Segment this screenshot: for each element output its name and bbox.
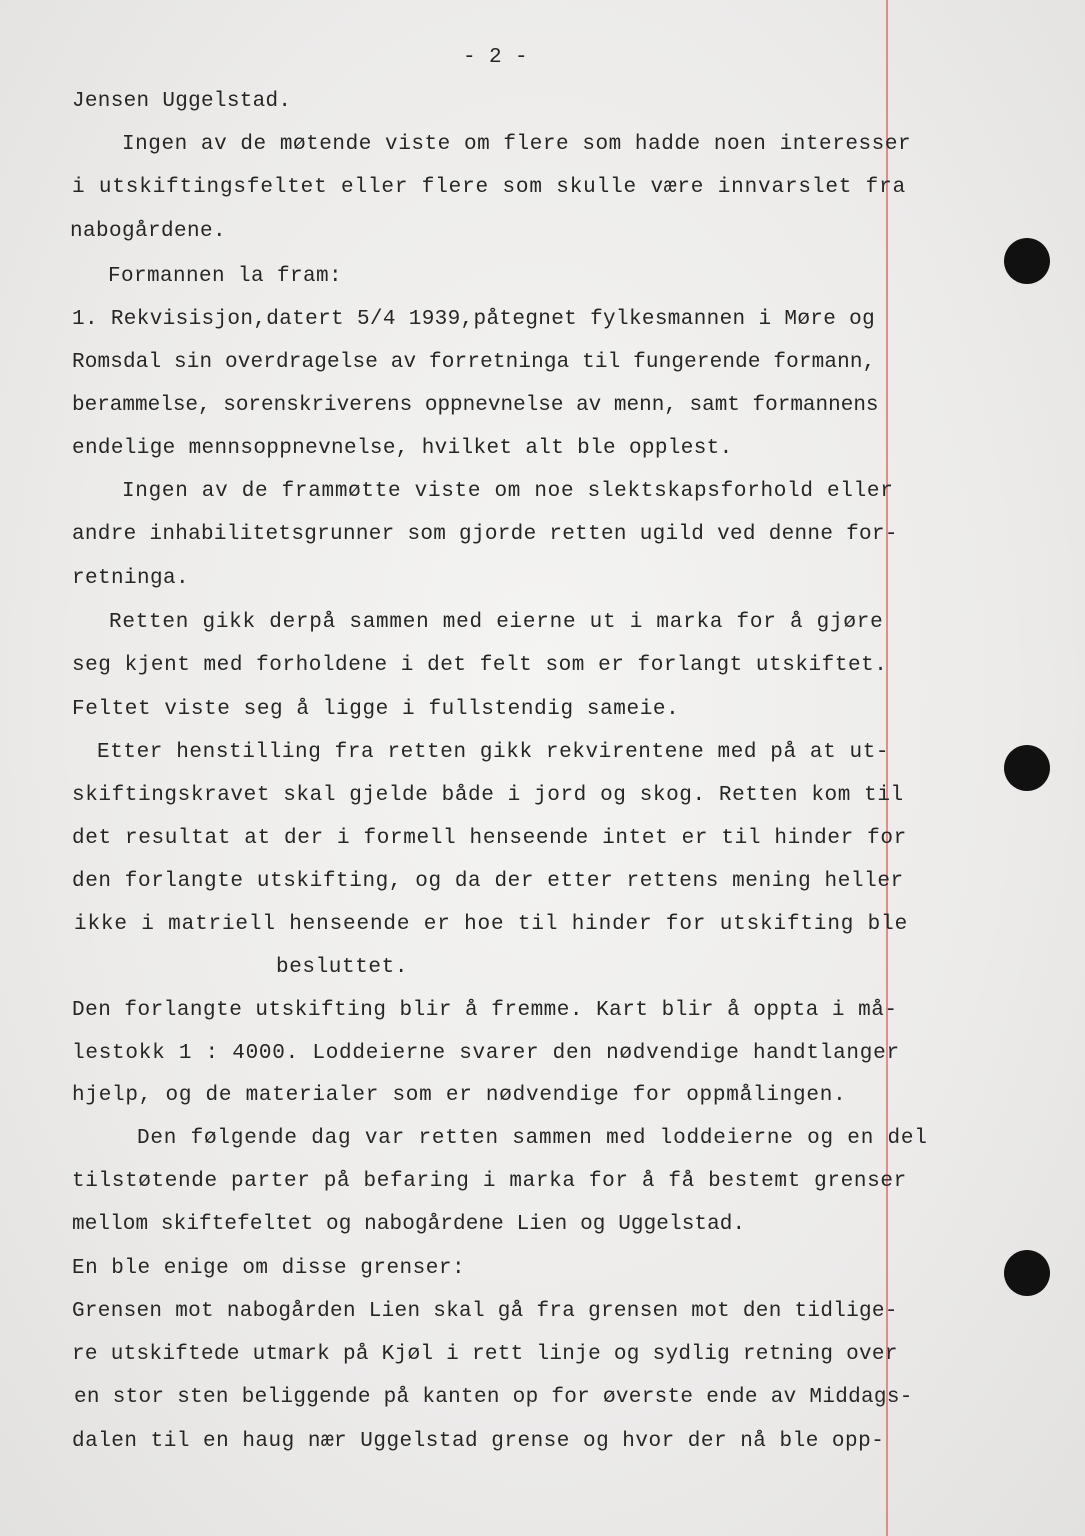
text-line: andre inhabilitetsgrunner som gjorde retten ugild ved denne for- <box>72 523 898 546</box>
text-line: Feltet viste seg å ligge i fullstendig sameie. <box>72 698 680 721</box>
text-line: Ingen av de frammøtte viste om noe slektskapsforhold eller <box>122 480 894 503</box>
text-line: tilstøtende parter på befaring i marka for å få bestemt grenser <box>72 1170 907 1193</box>
text-line: Retten gikk derpå sammen med eierne ut i marka for å gjøre <box>109 611 884 634</box>
text-line: dalen til en haug nær Uggelstad grense og hvor der nå ble opp- <box>72 1430 885 1453</box>
text-line: besluttet. <box>276 956 409 979</box>
text-line: det resultat at der i formell henseende intet er til hinder for <box>72 827 907 850</box>
text-line: en stor sten beliggende på kanten op for øverste ende av Middags- <box>74 1386 913 1409</box>
text-line: mellom skiftefeltet og nabogårdene Lien og Uggelstad. <box>72 1213 746 1236</box>
text-line: Den forlangte utskifting blir å fremme. Kart blir å oppta i må- <box>72 999 898 1022</box>
text-line: Formannen la fram: <box>108 265 343 288</box>
text-line: lestokk 1 : 4000. Loddeierne svarer den nødvendige handtlanger <box>72 1042 900 1065</box>
text-line: berammelse, sorenskriverens oppnevnelse av menn, samt formannens <box>72 394 879 417</box>
text-line: Den følgende dag var retten sammen med loddeierne og en del <box>137 1127 928 1150</box>
page-number: - 2 - <box>463 46 529 69</box>
text-line: seg kjent med forholdene i det felt som er forlangt utskiftet. <box>72 654 888 677</box>
text-line: Romsdal sin overdragelse av forretninga til fungerende formann, <box>72 351 876 374</box>
text-line: Jensen Uggelstad. <box>72 90 292 113</box>
text-line: nabogårdene. <box>70 220 227 243</box>
text-line: Ingen av de møtende viste om flere som hadde noen interesser <box>122 133 912 156</box>
text-line: re utskiftede utmark på Kjøl i rett linje og sydlig retning over <box>72 1343 898 1366</box>
text-line: den forlangte utskifting, og da der etter rettens mening heller <box>72 870 904 893</box>
text-line: skiftingskravet skal gjelde både i jord og skog. Retten kom til <box>72 784 904 807</box>
text-line: 1. Rekvisisjon,datert 5/4 1939,påtegnet fylkesmannen i Møre og <box>72 308 876 331</box>
text-line: hjelp, og de materialer som er nødvendige for oppmålingen. <box>72 1084 847 1107</box>
text-line: endelige mennsoppnevnelse, hvilket alt ble opplest. <box>72 437 733 460</box>
text-line: Grensen mot nabogården Lien skal gå fra grensen mot den tidlige- <box>72 1300 898 1323</box>
text-line: retninga. <box>72 567 190 590</box>
text-line: Etter henstilling fra retten gikk rekvirentene med på at ut- <box>97 741 890 764</box>
text-line: En ble enige om disse grenser: <box>72 1257 466 1280</box>
text-line: i utskiftingsfeltet eller flere som skulle være innvarslet fra <box>72 176 907 199</box>
text-line: ikke i matriell henseende er hoe til hinder for utskifting ble <box>74 913 909 936</box>
